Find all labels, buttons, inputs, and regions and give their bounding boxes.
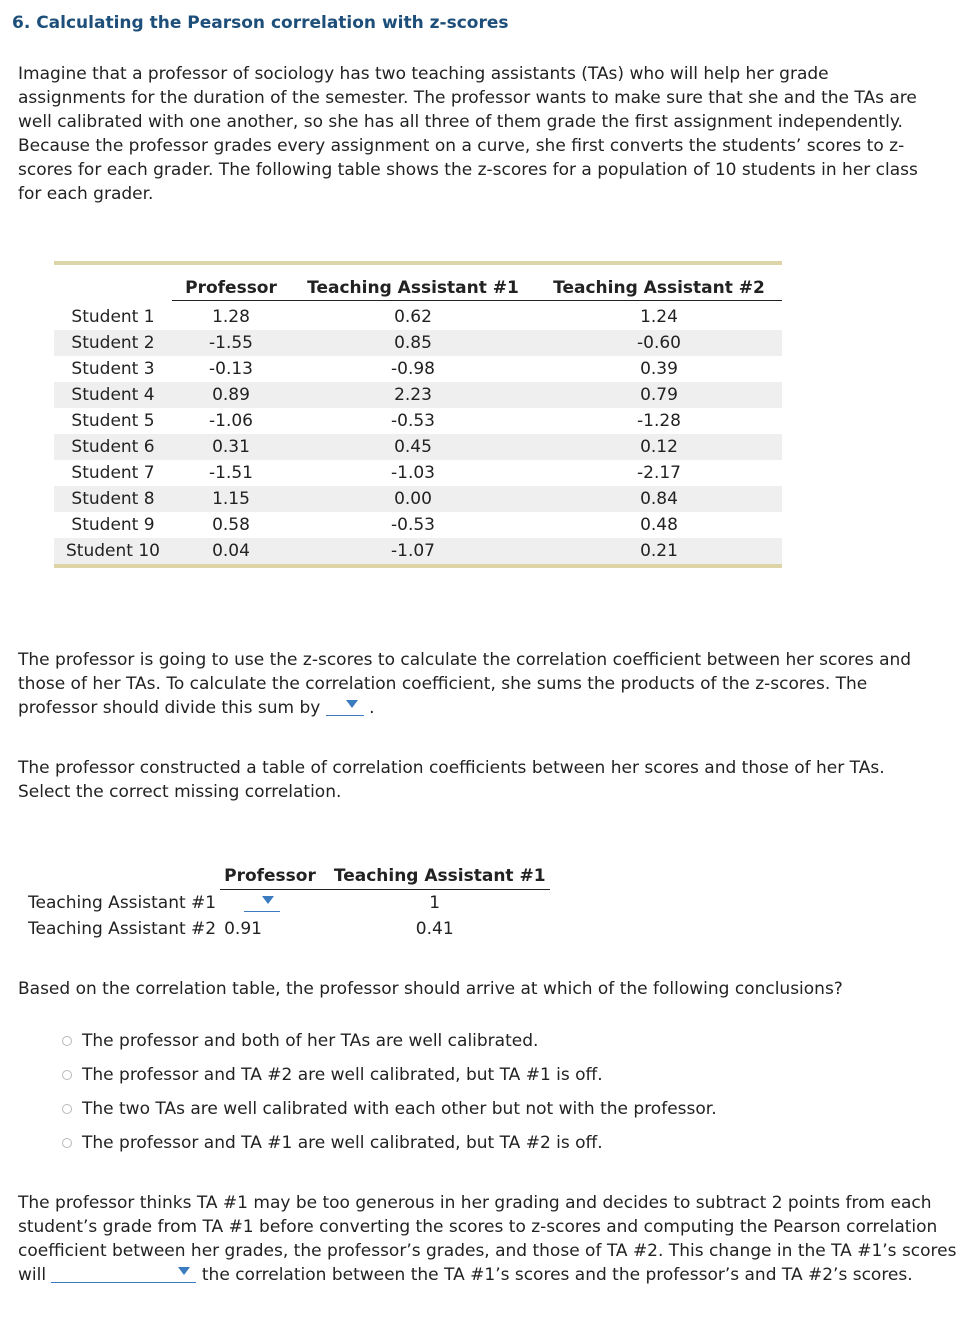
ta2-cell: -0.60 [536, 330, 782, 356]
option-item[interactable] [62, 1126, 717, 1160]
table-row [54, 382, 782, 408]
ta1-cell: 0.62 [394, 307, 432, 327]
ta2-cell: 1.24 [640, 307, 678, 327]
ta2-cell: 0.84 [536, 486, 782, 512]
professor-cell: 1.15 [172, 486, 290, 512]
option-item[interactable] [62, 1058, 717, 1092]
table-row [54, 460, 782, 486]
blank-header [54, 263, 172, 301]
student-cell: Student 3 [71, 359, 155, 379]
ta2-cell: 0.48 [640, 515, 678, 535]
ta1-cell: -1.03 [391, 463, 435, 483]
divisor-dropdown[interactable] [326, 697, 364, 716]
corr-header-professor: Professor [220, 862, 320, 890]
chevron-down-icon [262, 896, 274, 904]
conclusion-options [62, 1024, 717, 1160]
corr-header-ta1: Teaching Assistant #1 [320, 862, 550, 890]
header-ta2: Teaching Assistant #2 [536, 263, 782, 301]
student-cell: Student 4 [54, 382, 172, 408]
corr-cell: 1 [429, 893, 441, 913]
ta1-cell: 0.00 [290, 486, 536, 512]
table-row [54, 538, 782, 566]
table-row [54, 304, 782, 330]
ta1-cell: -0.53 [391, 411, 435, 431]
divide-paragraph [18, 648, 918, 720]
header-ta1: Teaching Assistant #1 [290, 263, 536, 301]
radio-button[interactable] [62, 1138, 72, 1148]
corr-row-ta2 [24, 916, 550, 942]
student-cell: Student 6 [54, 434, 172, 460]
student-cell: Student 1 [71, 307, 155, 327]
ta1-cell: -1.07 [290, 538, 536, 566]
table-row [54, 330, 782, 356]
ta2-cell: 0.39 [640, 359, 678, 379]
professor-cell: 0.31 [172, 434, 290, 460]
ta2-cell: 0.79 [536, 382, 782, 408]
subtract-text-end: the correlation between the TA #1’s scores and the professor’s and TA #2’s scores. [201, 1265, 913, 1285]
student-cell: Student 9 [71, 515, 155, 535]
ta2-cell: 0.21 [536, 538, 782, 566]
radio-button[interactable] [62, 1070, 72, 1080]
ta1-cell: -0.98 [391, 359, 435, 379]
missing-correlation-dropdown[interactable] [244, 893, 280, 912]
professor-cell: -1.55 [172, 330, 290, 356]
table-row [54, 408, 782, 434]
subtract-paragraph [18, 1191, 958, 1287]
professor-cell: 0.04 [172, 538, 290, 566]
blank-header [24, 862, 220, 890]
ta1-cell: 2.23 [290, 382, 536, 408]
corr-row-label: Teaching Assistant #2 [28, 919, 217, 939]
conclusion-question: Based on the correlation table, the professor should arrive at which of the following conclusions? [18, 979, 843, 999]
professor-cell: -1.06 [209, 411, 253, 431]
ta1-cell: 0.45 [290, 434, 536, 460]
professor-cell: -1.51 [209, 463, 253, 483]
table-row [54, 486, 782, 512]
correlation-table [24, 862, 550, 942]
option-label: The professor and TA #2 are well calibrated, but TA #1 is off. [82, 1065, 603, 1085]
corr-row-ta1 [24, 890, 550, 917]
divide-period: . [369, 698, 375, 718]
table-row [54, 434, 782, 460]
intro-paragraph: Imagine that a professor of sociology has two teaching assistants (TAs) who will help her grade assignments for the duration of the semester. The professor wants to make sure that she and the TAs are well calibrated with one another, so she has all three of them grade the first assignment independently. Because the professor grades every assignment on a curve, she first converts the students’ scores to z-scores for each grader. The following table shows the z-scores for a population of 10 students in her class for each grader. [18, 64, 918, 204]
student-cell: Student 10 [54, 538, 172, 566]
professor-cell: 0.89 [172, 382, 290, 408]
professor-cell: 1.28 [212, 307, 250, 327]
professor-cell: 0.58 [212, 515, 250, 535]
divide-text: The professor is going to use the z-scores to calculate the correlation coefficient between her scores and those of her TAs. To calculate the correlation coefficient, she sums the products of the z-scores. The professor should divide this sum by [18, 650, 912, 718]
student-cell: Student 2 [54, 330, 172, 356]
radio-button[interactable] [62, 1036, 72, 1046]
student-cell: Student 7 [71, 463, 155, 483]
corr-cell: 0.91 [224, 919, 262, 939]
option-item[interactable] [62, 1092, 717, 1126]
ta2-cell: -2.17 [637, 463, 681, 483]
chevron-down-icon [178, 1267, 190, 1275]
effect-dropdown[interactable] [51, 1264, 196, 1283]
student-cell: Student 8 [54, 486, 172, 512]
corr-cell: 0.41 [415, 919, 454, 939]
ta2-cell: -1.28 [637, 411, 681, 431]
option-label: The professor and both of her TAs are well calibrated. [82, 1031, 539, 1051]
subtract-text: The professor thinks TA #1 may be too generous in her grading and decides to subtract 2 points from each student’s grade from TA #1 before converting the scores to z-scores and computing the Pearson correlation coefficient between her grades, the professor’s grades, and those of TA #2. This change in the TA #1’s scores will [18, 1193, 957, 1285]
table-row [54, 512, 782, 538]
option-label: The two TAs are well calibrated with each other but not with the professor. [82, 1099, 717, 1119]
question-title: 6. Calculating the Pearson correlation with z-scores [12, 13, 509, 33]
header-professor: Professor [172, 263, 290, 301]
student-cell: Student 5 [71, 411, 155, 431]
ta1-cell: -0.53 [391, 515, 435, 535]
option-item[interactable] [62, 1024, 717, 1058]
corr-row-label: Teaching Assistant #1 [28, 892, 217, 913]
corr-table-intro: The professor constructed a table of correlation coefficients between her scores and those of her TAs. Select the correct missing correlation. [18, 758, 885, 802]
ta2-cell: 0.12 [536, 434, 782, 460]
professor-cell: -0.13 [209, 359, 253, 379]
radio-button[interactable] [62, 1104, 72, 1114]
option-label: The professor and TA #1 are well calibrated, but TA #2 is off. [82, 1133, 603, 1153]
ta1-cell: 0.85 [290, 330, 536, 356]
chevron-down-icon [346, 700, 358, 708]
corr-cell-prof-ta1 [220, 890, 320, 917]
table-row [54, 356, 782, 382]
zscore-table [54, 261, 782, 568]
